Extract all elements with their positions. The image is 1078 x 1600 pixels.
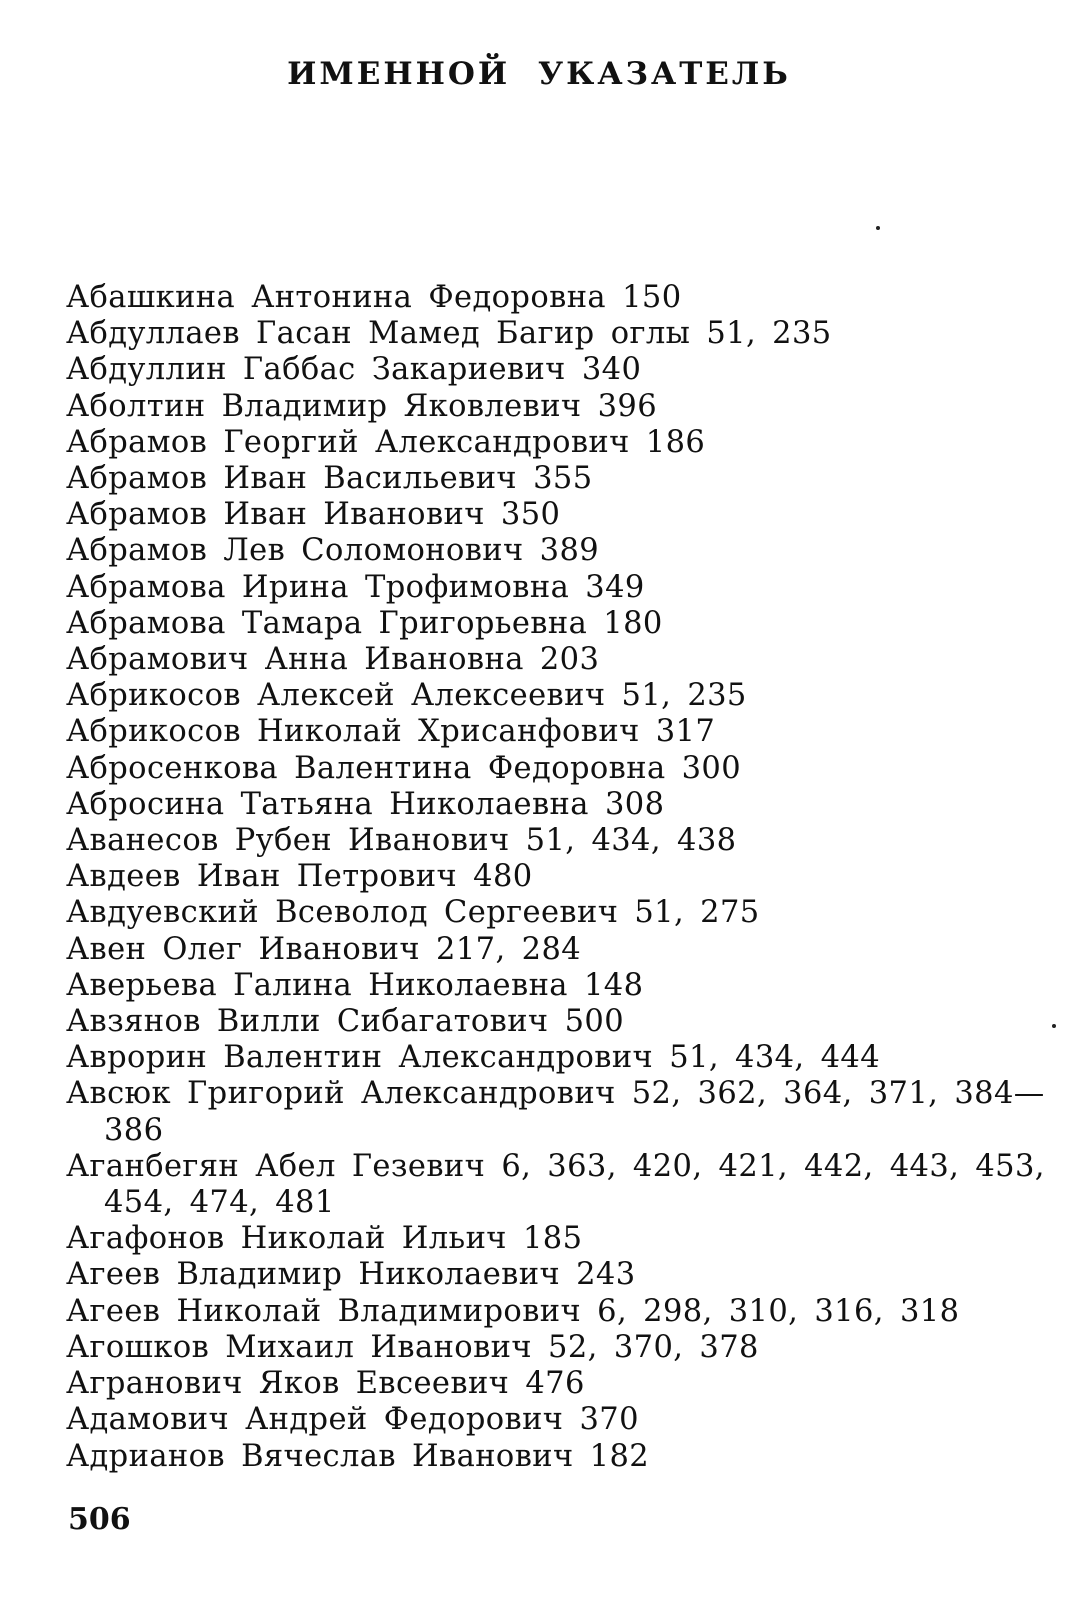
index-entry: Абрамов Иван Иванович 350: [66, 497, 561, 533]
index-entry: Аболтин Владимир Яковлевич 396: [66, 388, 658, 424]
index-entry: Абрамов Георгий Александрович 186: [66, 424, 706, 460]
page-title: ИМЕННОЙ УКАЗАТЕЛЬ: [287, 56, 791, 92]
index-entry: Абрамов Иван Васильевич 355: [66, 461, 593, 497]
index-entry: Абросенкова Валентина Федоровна 300: [66, 750, 742, 786]
index-entry: Абрамов Лев Соломонович 389: [66, 533, 600, 569]
index-entry: Агафонов Николай Ильич 185: [66, 1221, 583, 1257]
index-entry: Авдуевский Всеволод Сергеевич 51, 275: [66, 895, 760, 931]
index-entry: Адамович Андрей Федорович 370: [66, 1402, 639, 1438]
index-entry: Абрикосов Алексей Алексеевич 51, 235: [66, 678, 747, 714]
index-entry: Абдуллаев Гасан Мамед Багир оглы 51, 235: [66, 316, 832, 352]
index-entry: Аганбегян Абел Гезевич 6, 363, 420, 421, 442, 443, 453, 454, 474, 481: [66, 1148, 1045, 1221]
index-entry: Абрамова Тамара Григорьевна 180: [66, 605, 663, 641]
index-entry: Аванесов Рубен Иванович 51, 434, 438: [66, 823, 737, 859]
index-entry: Агошков Михаил Иванович 52, 370, 378: [66, 1329, 759, 1365]
index-entry: Авсюк Григорий Александрович 52, 362, 364, 371, 384—386: [66, 1076, 1045, 1148]
index-entry: Аверьева Галина Николаевна 148: [66, 967, 644, 1003]
index-entry: Абрикосов Николай Хрисанфович 317: [66, 714, 716, 750]
index-entry: Абрамова Ирина Трофимовна 349: [66, 569, 645, 605]
index-entry: Агеев Владимир Николаевич 243: [66, 1257, 636, 1293]
index-entry: Авдеев Иван Петрович 480: [66, 859, 533, 895]
name-index-list: [66, 280, 1056, 1475]
index-entry: Агранович Яков Евсеевич 476: [66, 1366, 585, 1402]
index-entry: Аврорин Валентин Александрович 51, 434, 444: [66, 1040, 881, 1076]
index-entry: Авен Олег Иванович 217, 284: [66, 931, 582, 967]
index-entry: Абдуллин Габбас Закариевич 340: [66, 352, 642, 388]
index-entry: Абашкина Антонина Федоровна 150: [66, 280, 682, 315]
index-entry: Абросина Татьяна Николаевна 308: [66, 786, 665, 822]
index-entry: Адрианов Вячеслав Иванович 182: [66, 1438, 650, 1474]
index-entry: Абрамович Анна Ивановна 203: [66, 642, 600, 678]
print-speck: [876, 226, 880, 230]
index-entry: Агеев Николай Владимирович 6, 298, 310, 316, 318: [66, 1293, 960, 1329]
page-number: 506: [68, 1502, 131, 1537]
index-entry: Авзянов Вилли Сибагатович 500: [66, 1004, 625, 1040]
